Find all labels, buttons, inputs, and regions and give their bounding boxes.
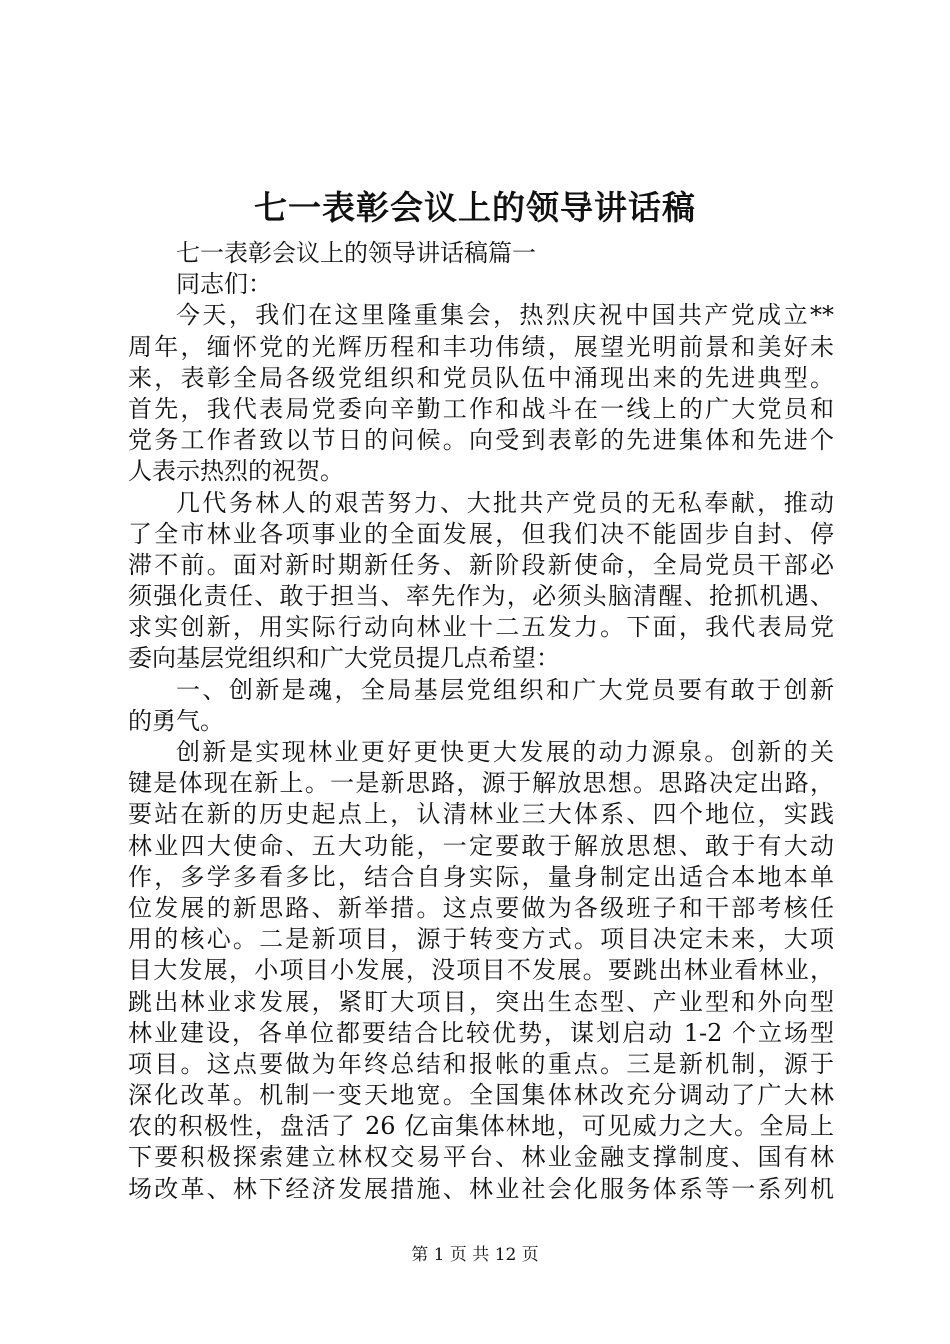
- text-line: 深化改革。机制一变天地宽。全国集体林改充分调动了广大林: [128, 1081, 834, 1110]
- text-line: 今天，我们在这里隆重集会，热烈庆祝中国共产党成立**: [176, 301, 834, 330]
- text-line: 跳出林业求发展，紧盯大项目，突出生态型、产业型和外向型: [128, 987, 834, 1016]
- text-line: 几代务林人的艰苦努力、大批共产党员的无私奉献，推动: [176, 488, 834, 517]
- text-line: 创新是实现林业更好更快更大发展的动力源泉。创新的关: [176, 738, 834, 766]
- text-line: 场改革、林下经济发展措施、林业社会化服务体系等一系列机: [128, 1174, 834, 1203]
- text-line: 党务工作者致以节日的问候。向受到表彰的先进集体和先进个: [128, 426, 834, 455]
- text-line: 用的核心。二是新项目，源于转变方式。项目决定未来，大项: [128, 925, 834, 954]
- text-line: 键是体现在新上。一是新思路，源于解放思想。思路决定出路，: [128, 769, 834, 798]
- text-line: 七一表彰会议上的领导讲话稿篇一: [176, 239, 536, 267]
- text-line: 的勇气。: [128, 706, 224, 735]
- text-line: 人表示热烈的祝贺。: [128, 457, 344, 486]
- text-line: 委向基层党组织和广大党员提几点希望：: [128, 644, 560, 673]
- text-line: 须强化责任、敢于担当、率先作为，必须头脑清醒、抢抓机遇、: [128, 582, 834, 611]
- text-line: 周年，缅怀党的光辉历程和丰功伟绩，展望光明前景和美好未: [128, 332, 834, 361]
- text-line: 滞不前。面对新时期新任务、新阶段新使命，全局党员干部必: [128, 550, 834, 579]
- text-line: 位发展的新思路、新举措。这点要做为各级班子和干部考核任: [128, 893, 834, 922]
- document-body: [128, 238, 834, 1205]
- text-line: 林业建设，各单位都要结合比较优势，谋划启动 1-2 个立场型: [128, 1018, 834, 1047]
- text-line: 项目。这点要做为年终总结和报帐的重点。三是新机制，源于: [128, 1049, 834, 1078]
- text-line: 首先，我代表局党委向辛勤工作和战斗在一线上的广大党员和: [128, 394, 834, 423]
- text-line: 农的积极性，盘活了 26 亿亩集体林地，可见威力之大。全局上: [128, 1112, 834, 1141]
- document-title: 七一表彰会议上的领导讲话稿: [254, 188, 696, 227]
- text-line: 来，表彰全局各级党组织和党员队伍中涌现出来的先进典型。: [128, 363, 834, 392]
- text-line: 了全市林业各项事业的全面发展，但我们决不能固步自封、停: [128, 519, 834, 548]
- text-line: 下要积极探索建立林权交易平台、林业金融支撑制度、国有林: [128, 1143, 834, 1172]
- text-line: 目大发展，小项目小发展，没项目不发展。要跳出林业看林业，: [128, 956, 834, 985]
- text-line: 林业四大使命、五大功能，一定要敢于解放思想、敢于有大动: [128, 831, 834, 860]
- text-line: 一、创新是魂，全局基层党组织和广大党员要有敢于创新: [176, 675, 834, 704]
- text-line: 要站在新的历史起点上，认清林业三大体系、四个地位，实践: [128, 800, 834, 829]
- page-footer: 第 1 页 共 12 页: [411, 1245, 539, 1265]
- text-line: 作，多学多看多比，结合自身实际，量身制定出适合本地本单: [128, 862, 834, 891]
- text-line: 求实创新，用实际行动向林业十二五发力。下面，我代表局党: [128, 613, 834, 642]
- text-line: 同志们：: [176, 270, 272, 299]
